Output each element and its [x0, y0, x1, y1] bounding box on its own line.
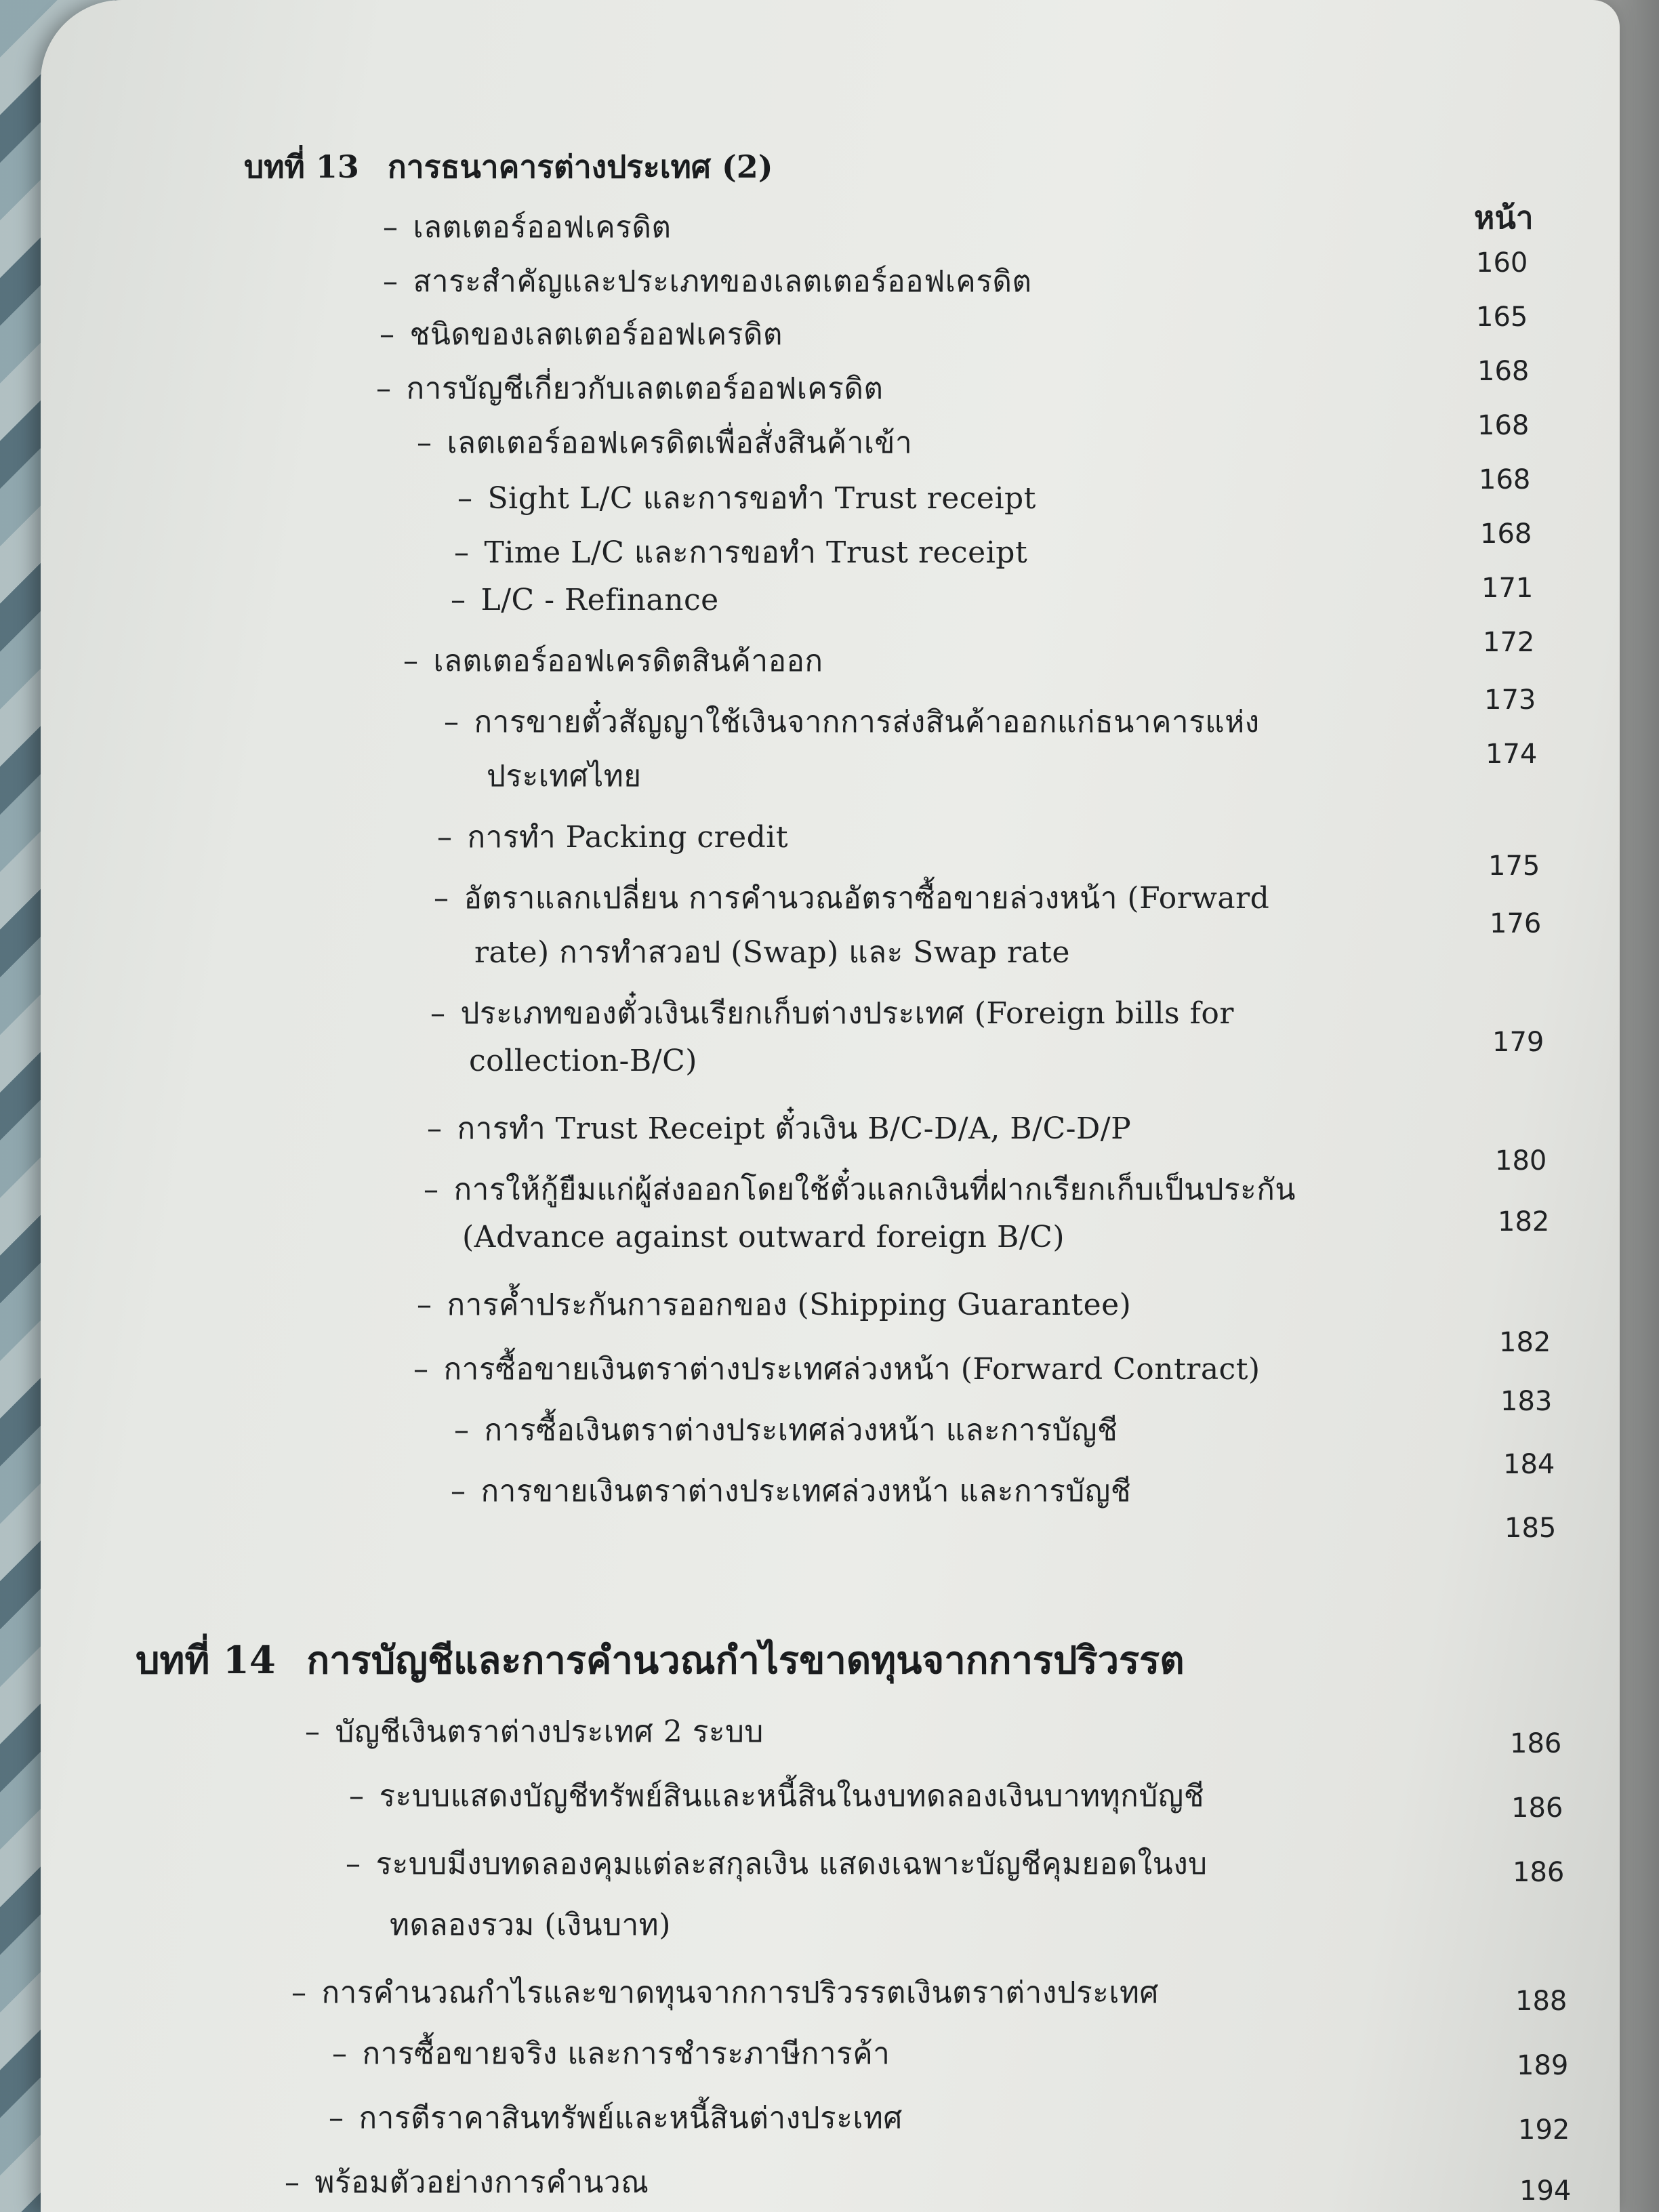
chapter-14-heading	[136, 1630, 1185, 1690]
toc-entry: – สาระสำคัญและประเภทของเลตเตอร์ออฟเครดิต	[383, 264, 1032, 299]
toc-entry: – การคำนวณกำไรและขาดทุนจากการปริวรรตเงินตราต่างประเทศ	[291, 1975, 1159, 2010]
page-number: 175	[1488, 851, 1540, 882]
page-number: 182	[1499, 1327, 1551, 1358]
page-number: 176	[1490, 908, 1542, 939]
toc-entry: – เลตเตอร์ออฟเครดิตสินค้าออก	[403, 644, 823, 678]
page-number: 194	[1519, 2175, 1572, 2207]
page-column-header: หน้า	[1474, 199, 1534, 236]
toc-entry: – L/C - Refinance	[451, 583, 719, 617]
page-number: 171	[1481, 573, 1534, 604]
toc-entry: – การซื้อขายจริง และการชำระภาษีการค้า	[332, 2036, 890, 2071]
toc-entry: – Sight L/C และการขอทำ Trust receipt	[457, 481, 1036, 516]
book-page	[41, 0, 1620, 2212]
chapter-number: 14	[222, 1638, 276, 1683]
chapter-number: 13	[315, 148, 359, 185]
page-number: 173	[1484, 684, 1536, 716]
page-number: 185	[1504, 1513, 1557, 1544]
chapter-prefix: บทที่	[136, 1638, 210, 1683]
toc-entry: – ชนิดของเลตเตอร์ออฟเครดิต	[380, 317, 783, 352]
page-number: 186	[1513, 1857, 1565, 1888]
toc-entry: – การบัญชีเกี่ยวกับเลตเตอร์ออฟเครดิต	[376, 371, 884, 406]
page-number: 168	[1477, 410, 1530, 441]
toc-entry: – พร้อมตัวอย่างการคำนวณ	[285, 2165, 649, 2200]
toc-entry-continuation: ทดลองรวม (เงินบาท)	[390, 1908, 671, 1942]
page-number: 179	[1492, 1027, 1544, 1058]
page-number: 165	[1476, 302, 1528, 333]
toc-entry-continuation: ประเทศไทย	[487, 759, 642, 794]
page-number: 182	[1498, 1206, 1550, 1237]
toc-entry: – ระบบแสดงบัญชีทรัพย์สินและหนี้สินในงบทดลองเงินบาททุกบัญชี	[349, 1779, 1205, 1814]
page-number: 168	[1480, 518, 1532, 550]
toc-entry: – การให้กู้ยืมแก่ผู้ส่งออกโดยใช้ตั๋วแลกเงินที่ฝากเรียกเก็บเป็นประกัน	[424, 1172, 1296, 1207]
toc-entry: – ประเภทของตั๋วเงินเรียกเก็บต่างประเทศ (Foreign bills for	[430, 996, 1234, 1031]
page-number: 186	[1511, 1793, 1563, 1824]
toc-entry: – การซื้อขายเงินตราต่างประเทศล่วงหน้า (Forward Contract)	[413, 1352, 1261, 1387]
page-number: 183	[1500, 1386, 1553, 1417]
toc-entry: – ระบบมีงบทดลองคุมแต่ละสกุลเงิน แสดงเฉพาะบัญชีคุมยอดในงบ	[346, 1847, 1208, 1881]
toc-entry: – การซื้อเงินตราต่างประเทศล่วงหน้า และการบัญชี	[454, 1413, 1118, 1448]
toc-entry: – อัตราแลกเปลี่ยน การคำนวณอัตราซื้อขายล่วงหน้า (Forward	[434, 881, 1270, 916]
toc-entry: – การขายเงินตราต่างประเทศล่วงหน้า และการบัญชี	[451, 1474, 1132, 1509]
toc-entry: – Time L/C และการขอทำ Trust receipt	[454, 535, 1028, 570]
page-number: 174	[1486, 739, 1538, 770]
toc-entry: – เลตเตอร์ออฟเครดิตเพื่อสั่งสินค้าเข้า	[417, 426, 913, 460]
chapter-13-heading	[244, 142, 773, 192]
page-number: 172	[1483, 627, 1535, 658]
toc-entry: – การขายตั๋วสัญญาใช้เงินจากการส่งสินค้าออกแก่ธนาคารแห่ง	[444, 705, 1260, 739]
page-number: 184	[1503, 1449, 1555, 1480]
page-number: 168	[1479, 464, 1531, 495]
toc-entry: – การทำ Packing credit	[437, 820, 789, 855]
toc-entry: – เลตเตอร์ออฟเครดิต	[383, 210, 672, 245]
page-number: 186	[1510, 1728, 1562, 1759]
toc-entry: – บัญชีเงินตราต่างประเทศ 2 ระบบ	[305, 1715, 764, 1749]
toc-entry-continuation: rate) การทำสวอป (Swap) และ Swap rate	[474, 935, 1070, 970]
page-number: 160	[1476, 247, 1528, 279]
toc-entry-continuation: collection-B/C)	[469, 1044, 697, 1078]
page-number: 189	[1517, 2050, 1569, 2081]
toc-entry: – การตีราคาสินทรัพย์และหนี้สินต่างประเทศ	[329, 2101, 903, 2135]
chapter-title: การบัญชีและการคำนวณกำไรขาดทุนจากการปริวรรต	[306, 1638, 1185, 1683]
page-number: 180	[1495, 1145, 1547, 1176]
chapter-title: การธนาคารต่างประเทศ (2)	[387, 148, 773, 185]
page-number: 188	[1515, 1986, 1568, 2017]
chapter-prefix: บทที่	[244, 148, 305, 185]
page-number: 168	[1477, 356, 1530, 387]
toc-entry-continuation: (Advance against outward foreign B/C)	[462, 1220, 1065, 1254]
toc-entry: – การค้ำประกันการออกของ (Shipping Guarantee)	[417, 1288, 1132, 1322]
toc-entry: – การทำ Trust Receipt ตั๋วเงิน B/C-D/A, B/C-D/P	[427, 1111, 1132, 1146]
page-number: 192	[1518, 2114, 1570, 2146]
